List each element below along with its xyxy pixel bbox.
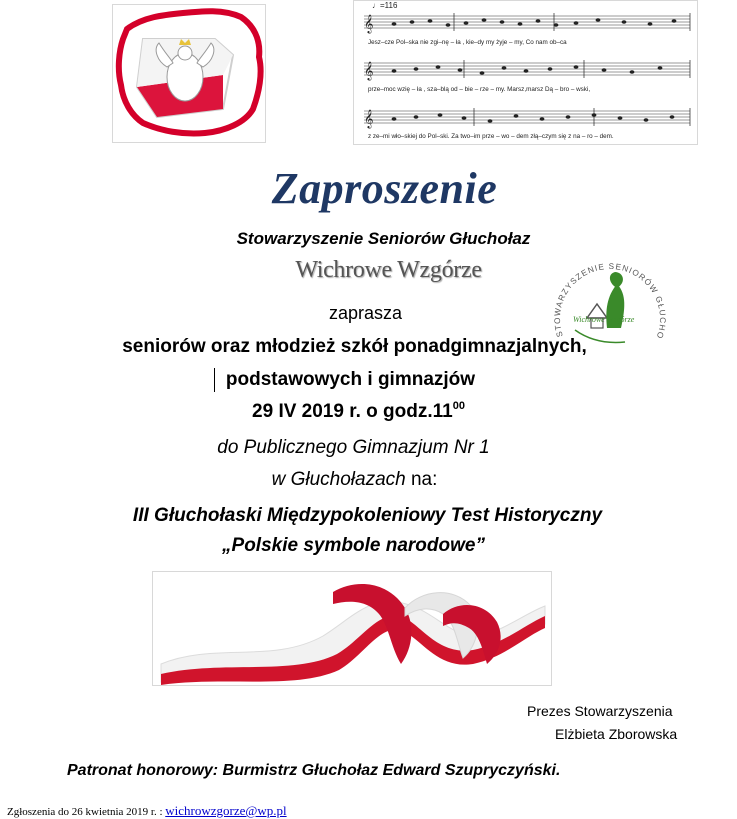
svg-text:STOWARZYSZENIE SENIORÓW GŁUCHO	[545, 244, 667, 340]
score-lyric-line-2: prze–moc wzię – ła , sza–blą od – bie – rze – my. Marsz,marsz Dą – bro – wski,	[368, 86, 591, 93]
svg-text:𝄞: 𝄞	[364, 109, 374, 128]
score-lyric-line-3: z ze–mi wło–skiej do Pol–ski. Za two–im prze – wo – dem złą–czym się z na – ro – dem.	[368, 133, 614, 140]
anthem-score-image	[353, 0, 698, 145]
place-line-1: do Publicznego Gimnazjum Nr 1	[217, 437, 490, 458]
score-lyric-line-1: Jesz–cze Pol–ska nie zgi–nę – ła , kie–dy my żyje – my, Co nam ob–ca	[368, 39, 567, 46]
svg-text:𝄞: 𝄞	[364, 14, 374, 33]
event-date	[0, 400, 737, 423]
signer-role: Prezes Stowarzyszenia	[527, 703, 673, 719]
organization-name: Stowarzyszenie Seniorów Głuchołaz	[236, 229, 531, 248]
event-date-minutes: 00	[452, 400, 465, 412]
registration-text: Zgłoszenia do 26 kwietnia 2019 r. :	[7, 806, 166, 818]
flag-ribbon-image	[152, 571, 552, 686]
event-title: III Głuchołaski Międzypokoleniowy Test Historyczny	[132, 505, 603, 526]
place-line-2	[0, 469, 737, 491]
place-suffix: na:	[405, 469, 438, 490]
place-city: w Głuchołazach	[271, 469, 406, 490]
audience-line-1: seniorów oraz młodzież szkół ponadgimnazjalnych,	[122, 336, 587, 357]
signer-name: Elżbieta Zborowska	[555, 726, 678, 742]
registration-email-link[interactable]: wichrowzgorze@wp.pl	[165, 803, 287, 818]
text-cursor	[214, 368, 215, 392]
logo-ring-text: STOWARZYSZENIE SENIORÓW GŁUCHO	[552, 261, 668, 341]
svg-text:𝄞: 𝄞	[364, 61, 374, 80]
poland-map-emblem-image	[112, 4, 266, 143]
event-subtitle: „Polskie symbole narodowe”	[222, 535, 485, 556]
tempo-mark: ♩=116	[372, 1, 398, 10]
invitation-title: Zaproszenie	[271, 164, 498, 213]
event-date-main: 29 IV 2019 r. o godz.11	[252, 401, 453, 422]
organization-subtitle: Wichrowe Wzgórze	[295, 257, 482, 283]
honorary-patronage: Patronat honorowy: Burmistrz Głuchołaz Edward Szupryczyński.	[67, 762, 561, 779]
audience-line-2: podstawowych i gimnazjów	[225, 369, 476, 390]
logo-inner-text: Wichrowe Wzgórze	[573, 315, 635, 324]
registration-footer	[7, 803, 287, 819]
invites-word: zaprasza	[328, 303, 403, 323]
